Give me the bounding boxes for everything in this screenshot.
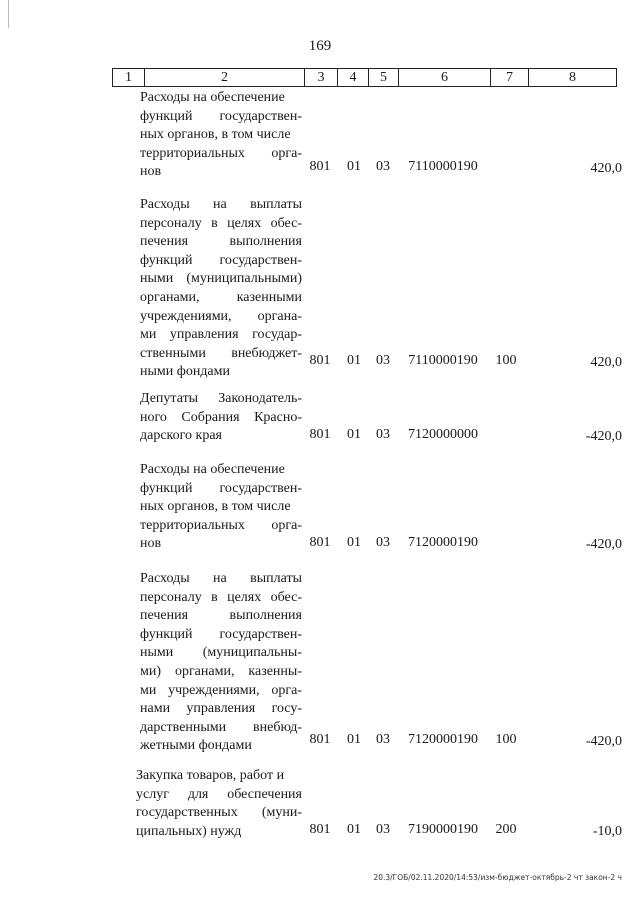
cell-col-4: 01 xyxy=(347,535,361,550)
cell-col-6: 7110000190 xyxy=(408,353,478,368)
row-description xyxy=(140,570,302,756)
cell-col-5: 03 xyxy=(376,353,390,368)
desc-line: ными (муниципальны- xyxy=(140,645,302,661)
header-col-6: 6 xyxy=(399,69,491,86)
desc-line: территориальных орга- xyxy=(140,517,302,533)
cell-col-5: 03 xyxy=(376,822,390,837)
desc-line: учреждениями, органа- xyxy=(140,308,302,324)
cell-col-6: 7110000190 xyxy=(408,159,478,174)
desc-line: жетными фондами xyxy=(140,738,252,754)
header-col-1: 1 xyxy=(113,69,145,86)
scan-edge-mark xyxy=(8,0,9,28)
desc-line: Закупка товаров, работ и xyxy=(136,768,285,783)
desc-line: ного Собрания Красно- xyxy=(140,409,302,425)
cell-col-5: 03 xyxy=(376,535,390,550)
desc-line: нов xyxy=(140,536,162,552)
header-col-8: 8 xyxy=(569,70,576,85)
row-description xyxy=(136,767,302,841)
desc-line: государственных (муни- xyxy=(136,805,302,821)
desc-line: Расходы на обеспечение xyxy=(140,90,285,105)
desc-line: Расходы на выплаты xyxy=(140,197,302,212)
header-col-4: 4 xyxy=(338,69,369,86)
header-col-2: 2 xyxy=(145,69,305,86)
cell-col-3: 801 xyxy=(309,353,331,368)
cell-col-3: 801 xyxy=(309,732,331,747)
desc-line: функций государствен- xyxy=(140,252,302,268)
desc-line: функций государствен- xyxy=(140,108,302,124)
desc-line: ми управления государ- xyxy=(140,327,302,343)
desc-line: функций государствен- xyxy=(140,480,302,496)
cell-col-4: 01 xyxy=(347,159,361,174)
desc-line: нов xyxy=(140,164,162,180)
cell-col-6: 7120000190 xyxy=(408,732,478,747)
row-description xyxy=(140,89,302,182)
desc-line: персоналу в целях обес- xyxy=(140,215,302,231)
desc-line: печения выполнения xyxy=(140,234,302,250)
cell-col-7: 200 xyxy=(495,822,517,837)
table-header xyxy=(112,68,617,87)
desc-line: Расходы на выплаты xyxy=(140,571,302,586)
cell-col-8: 420,0 xyxy=(590,355,622,370)
desc-line: ных органов, в том числе xyxy=(140,499,291,515)
desc-line: органами, казенными xyxy=(140,289,302,305)
cell-col-5: 03 xyxy=(376,427,390,442)
desc-line: ственными внебюджет- xyxy=(140,345,302,361)
desc-line: дарского края xyxy=(140,428,222,444)
cell-col-4: 01 xyxy=(347,822,361,837)
desc-line: дарственными внебюд- xyxy=(140,719,302,735)
row-description xyxy=(140,196,302,382)
desc-line: ми учреждениями, орга- xyxy=(140,682,302,698)
cell-col-8: -10,0 xyxy=(592,824,622,839)
cell-col-6: 7120000000 xyxy=(408,427,478,442)
desc-line: ными (муниципальными) xyxy=(140,271,302,287)
desc-line: ми) органами, казенны- xyxy=(140,663,302,679)
cell-col-5: 03 xyxy=(376,732,390,747)
cell-col-5: 03 xyxy=(376,159,390,174)
row-description xyxy=(140,390,302,446)
cell-col-4: 01 xyxy=(347,353,361,368)
desc-line: услуг для обеспечения xyxy=(136,786,302,802)
header-col-5: 5 xyxy=(369,69,399,86)
desc-line: функций государствен- xyxy=(140,626,302,642)
page-number: 169 xyxy=(308,38,332,54)
desc-line: Депутаты Законодатель- xyxy=(140,391,302,406)
cell-col-4: 01 xyxy=(347,427,361,442)
cell-col-8: -420,0 xyxy=(585,429,622,444)
cell-col-8: -420,0 xyxy=(585,734,622,749)
desc-line: нами управления госу- xyxy=(140,701,302,717)
cell-col-8: 420,0 xyxy=(590,161,622,176)
cell-col-7: 100 xyxy=(495,732,517,747)
cell-col-4: 01 xyxy=(347,732,361,747)
cell-col-6: 7120000190 xyxy=(408,535,478,550)
cell-col-3: 801 xyxy=(309,427,331,442)
desc-line: территориальных орга- xyxy=(140,145,302,161)
cell-col-3: 801 xyxy=(309,535,331,550)
header-col-7: 7 xyxy=(491,69,529,86)
desc-line: персоналу в целях обес- xyxy=(140,589,302,605)
cell-col-3: 801 xyxy=(309,822,331,837)
header-col-3: 3 xyxy=(305,69,338,86)
desc-line: печения выполнения xyxy=(140,608,302,624)
desc-line: Расходы на обеспечение xyxy=(140,462,285,477)
cell-col-3: 801 xyxy=(309,159,331,174)
desc-line: ципальных) нужд xyxy=(136,823,242,839)
row-description xyxy=(140,461,302,554)
document-footer: 20.3/ГОБ/02.11.2020/14:53/изм-бюджет-октябрь-2 чт закон-2 ч xyxy=(373,873,622,882)
desc-line: ных органов, в том числе xyxy=(140,127,291,143)
cell-col-6: 7190000190 xyxy=(408,822,478,837)
cell-col-7: 100 xyxy=(495,353,517,368)
cell-col-8: -420,0 xyxy=(585,537,622,552)
desc-line: ными фондами xyxy=(140,364,231,380)
